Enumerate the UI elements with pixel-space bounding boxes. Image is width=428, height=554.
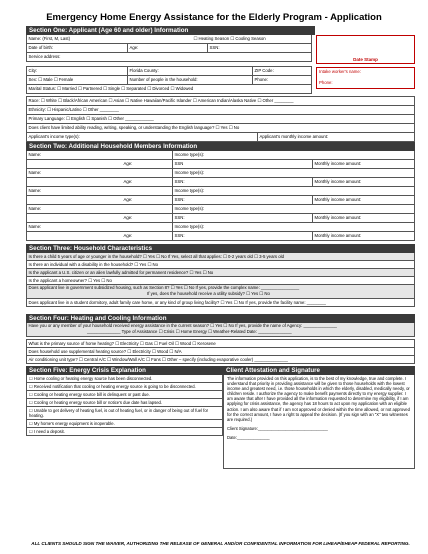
member-age-field[interactable]: Age: bbox=[123, 215, 133, 220]
name-row bbox=[26, 35, 312, 44]
intake-worker-label: Intake worker's name: bbox=[319, 69, 361, 74]
member-name-row bbox=[26, 187, 415, 196]
utility-subsidy-question[interactable]: If yes, does the household receive a utility subsidy? ☐ Yes ☐ No bbox=[147, 291, 270, 296]
group-living-question[interactable]: Does applicant live in a student dormitory, adult family care home, or any kind of group living facility? ☐ Yes ☐ No If yes, provide the facility name: ________ bbox=[28, 300, 326, 305]
member-ssn-field[interactable]: SSN: bbox=[172, 232, 312, 240]
income-row bbox=[26, 133, 415, 142]
member-age-field[interactable]: Age: bbox=[123, 161, 133, 166]
application-form bbox=[26, 26, 415, 469]
member-income-types-field[interactable]: Income type(s): bbox=[172, 205, 204, 213]
group-living-row bbox=[26, 299, 415, 307]
member-details-row bbox=[26, 214, 415, 223]
child-question-row bbox=[26, 253, 415, 261]
name-field[interactable]: Name: (First, M, Last) bbox=[28, 36, 71, 41]
subsidized-housing-row bbox=[26, 285, 415, 299]
section-three-header: Section Three: Household Characteristics bbox=[26, 244, 415, 253]
disability-question[interactable]: Is there an individual with a disability in the household? ☐ Yes ☐ No bbox=[28, 262, 159, 267]
citizen-question-row bbox=[26, 269, 415, 277]
section-two-header: Section Two: Additional Household Members Information bbox=[26, 142, 415, 151]
client-signature-field[interactable]: Client Signature:______________________________ bbox=[227, 425, 328, 431]
member-name-row bbox=[26, 223, 415, 232]
season-checkboxes[interactable]: ☐ Heating Season ☐ Cooling Season bbox=[193, 36, 266, 41]
member-age-field[interactable]: Age: bbox=[123, 233, 133, 238]
member-name-row bbox=[26, 205, 415, 214]
member-monthly-income-field[interactable]: Monthly income amount: bbox=[312, 232, 361, 240]
signature-date-field[interactable]: Date:______________ bbox=[227, 434, 270, 440]
city-field[interactable]: City: bbox=[28, 68, 38, 73]
crisis-option[interactable]: ☐ My home's energy equipment is inoperable. bbox=[26, 420, 223, 428]
prior-assistance-question[interactable]: Have you or any member of your household received energy assistance in the current season? ☐ Yes ☐ No If yes, provide the name of Agency: ______________ bbox=[28, 323, 337, 328]
member-monthly-income-field[interactable]: Monthly income amount: bbox=[312, 178, 361, 186]
homeowner-question-row bbox=[26, 277, 415, 285]
heating-source-question[interactable]: What is the primary source of home heating? ☐ Electricity ☐ Gas ☐ Fuel Oil ☐ Wood ☐ Kerosene bbox=[28, 341, 216, 346]
attestation-text: The information provided on this application, is to the best of my knowledge, true and complete. I understand that priority in providing assistance will be given to those households with the lowest income and greatest need, i.e. those households in which the elderly, disabled, medically needy, or children reside. I authorize the agency to make benefit payments directly to my energy supplier. I am aware that after I have provided all the information requested to determine my eligibility, if I am applying for crisis assistance, the agency has 18 hours to act upon my application with an eligible action. I am also aware that if I am not approved or denied within the time allowed, or not approved for the correct amount, I have a right to appeal the decision. (If you sign with an "X" two witnesses are required.) bbox=[227, 376, 410, 422]
member-income-types-field[interactable]: Income type(s): bbox=[172, 169, 204, 177]
member-ssn-field[interactable]: SSN: bbox=[172, 196, 312, 204]
section-five bbox=[26, 366, 223, 469]
age-field[interactable]: Age: bbox=[127, 44, 207, 52]
section-four-header: Section Four: Heating and Cooling Information bbox=[26, 314, 415, 323]
language-checkboxes[interactable]: Primary Language: ☐ English ☐ Spanish ☐ Other ____________ bbox=[28, 116, 154, 121]
phone-field[interactable]: Phone: bbox=[252, 76, 268, 84]
child-question[interactable]: Is there a child 5 years of age or younger in the household? ☐ Yes ☐ No If Yes, select all that applies: ☐ 0-2 years old ☐ 3-5 years old bbox=[28, 254, 284, 259]
member-name-field[interactable]: Name: bbox=[28, 188, 42, 193]
sex-row bbox=[26, 76, 312, 85]
crisis-explanation-list bbox=[26, 375, 223, 436]
bottom-sections bbox=[26, 366, 415, 469]
member-age-field[interactable]: Age: bbox=[123, 179, 133, 184]
member-details-row bbox=[26, 232, 415, 241]
attestation-section bbox=[223, 366, 415, 469]
marital-row bbox=[26, 85, 312, 94]
race-row bbox=[26, 96, 415, 106]
heating-source-row bbox=[26, 339, 415, 348]
member-name-field[interactable]: Name: bbox=[28, 152, 42, 157]
homeowner-question[interactable]: Is the applicant a homeowner? ☐ Yes ☐ No bbox=[28, 278, 112, 283]
intake-phone-label: Phone: bbox=[319, 80, 333, 85]
member-income-types-field[interactable]: Income type(s): bbox=[172, 187, 204, 195]
subsidized-housing-question[interactable]: Does applicant live in government subsidized housing, such as Section 8? ☐ Yes ☐ No If yes, provide the complex name: ________________ bbox=[28, 285, 300, 290]
crisis-option[interactable]: ☐ Cooling or heating energy source bill or notice's due date has lapsed. bbox=[26, 399, 223, 407]
member-details-row bbox=[26, 160, 415, 169]
member-ssn-field[interactable]: SSN: bbox=[172, 214, 312, 222]
supplemental-heating-row bbox=[26, 348, 415, 356]
dob-field[interactable]: Date of birth: bbox=[28, 45, 54, 50]
sex-checkboxes[interactable]: Sex: ☐ Male ☐ Female bbox=[28, 77, 74, 82]
language-row bbox=[26, 115, 415, 124]
citizen-question[interactable]: Is the applicant a U.S. citizen or an alien lawfully admitted for permanent residence? ☐ Yes ☐ No bbox=[28, 270, 214, 275]
member-details-row bbox=[26, 178, 415, 187]
member-name-field[interactable]: Name: bbox=[28, 224, 42, 229]
crisis-option[interactable]: ☐ Home cooling or heating energy source has been disconnected. bbox=[26, 375, 223, 383]
ethnicity-checkboxes[interactable]: Ethnicity: ☐ Hispanic/Latino ☐ Other ________ bbox=[28, 107, 119, 112]
member-name-field[interactable]: Name: bbox=[28, 170, 42, 175]
attestation-header: Client Attestation and Signature bbox=[223, 366, 415, 375]
member-age-field[interactable]: Age: bbox=[123, 197, 133, 202]
date-stamp-label: Date Stamp bbox=[353, 57, 378, 62]
attestation-body bbox=[223, 375, 415, 469]
household-size-field[interactable]: Number of people in the household: bbox=[127, 76, 252, 84]
literacy-row bbox=[26, 124, 415, 133]
zip-field[interactable]: ZIP Code: bbox=[252, 67, 274, 75]
disability-question-row bbox=[26, 261, 415, 269]
crisis-option[interactable]: ☐ Unable to get delivery of heating fuel, is out of heating fuel, or in danger of being out of fuel for heating. bbox=[26, 407, 223, 420]
dob-row bbox=[26, 44, 312, 53]
race-checkboxes[interactable]: Race: ☐ White ☐ Black/African American ☐ Asian ☐ Native Hawaiian/Pacific Islander ☐ American Indian/Alaska Native ☐ Other ________ bbox=[28, 98, 294, 103]
applicant-monthly-income[interactable]: Applicant's monthly income amount: bbox=[257, 133, 328, 141]
service-address-field[interactable]: Service address: bbox=[28, 54, 61, 59]
intake-worker-box bbox=[316, 67, 415, 89]
literacy-question[interactable]: Does client have limited ability reading, writing, speaking, or understanding the English language? ☐ Yes ☐ No bbox=[28, 125, 240, 130]
member-ssn-field[interactable]: SSN bbox=[172, 160, 312, 168]
ac-type-question[interactable]: Air conditioning unit type? ☐ Central A/C ☐ Window/Wall A/C ☐ Fans ☐ Other – specify (including evaporative cooler) ______________ bbox=[28, 357, 288, 362]
member-income-types-field[interactable]: Income type(s): bbox=[172, 151, 204, 159]
ssn-field[interactable]: SSN: bbox=[207, 44, 220, 52]
section-five-header: Section Five: Energy Crisis Explanation bbox=[26, 366, 223, 375]
member-monthly-income-field[interactable]: Monthly income amount: bbox=[312, 196, 361, 204]
crisis-option[interactable]: ☐ Received notification that cooling or heating energy source is going to be disconnected. bbox=[26, 383, 223, 391]
date-stamp-box bbox=[316, 35, 415, 64]
member-details-row bbox=[26, 196, 415, 205]
member-ssn-field[interactable]: SSN: bbox=[172, 178, 312, 186]
applicant-income-types[interactable]: Applicant's income type(s): bbox=[28, 134, 80, 139]
assistance-type-checkboxes[interactable]: ______________ Type of Assistance ☐ Crisis ☐ Home Energy ☐ Weather-Related Date: ______________ bbox=[87, 329, 292, 334]
footer-notice: ALL CLIENTS SHOULD SIGN THE WAIVER, AUTHORIZING THE RELEASE OF GENERAL AND/OR CONFIDENTIAL INFORMATION FOR LIHEAP/EHEAP FEDERAL REPORTING. bbox=[31, 541, 410, 546]
service-row bbox=[26, 53, 312, 62]
ac-type-row bbox=[26, 356, 415, 364]
member-monthly-income-field[interactable]: Monthly income amount: bbox=[312, 160, 361, 168]
household-members bbox=[26, 151, 415, 241]
member-income-types-field[interactable]: Income type(s): bbox=[172, 223, 204, 231]
member-name-row bbox=[26, 169, 415, 178]
county-field[interactable]: Florida County: bbox=[127, 67, 252, 75]
city-row bbox=[26, 66, 312, 76]
marital-status-checkboxes[interactable]: Marital Status: ☐ Married ☐ Partnered ☐ Single ☐ Separated ☐ Divorced ☐ Widowed bbox=[28, 86, 194, 91]
crisis-option[interactable]: ☐ Cooling or heating energy source bill is delinquent or past due. bbox=[26, 391, 223, 399]
supplemental-heating-question[interactable]: Does household use supplemental heating source? ☐ Electricity ☐ Wood ☐ N/A bbox=[28, 349, 182, 354]
member-monthly-income-field[interactable]: Monthly income amount: bbox=[312, 214, 361, 222]
ethnicity-row bbox=[26, 106, 415, 115]
form-title: Emergency Home Energy Assistance for the Elderly Program - Application bbox=[46, 12, 382, 23]
crisis-option[interactable]: ☐ I need a deposit. bbox=[26, 428, 223, 436]
prior-assistance-row bbox=[26, 323, 415, 337]
member-name-field[interactable]: Name: bbox=[28, 206, 42, 211]
member-name-row bbox=[26, 151, 415, 160]
section-one-header: Section One: Applicant (Age 60 and older) Information bbox=[26, 26, 315, 35]
